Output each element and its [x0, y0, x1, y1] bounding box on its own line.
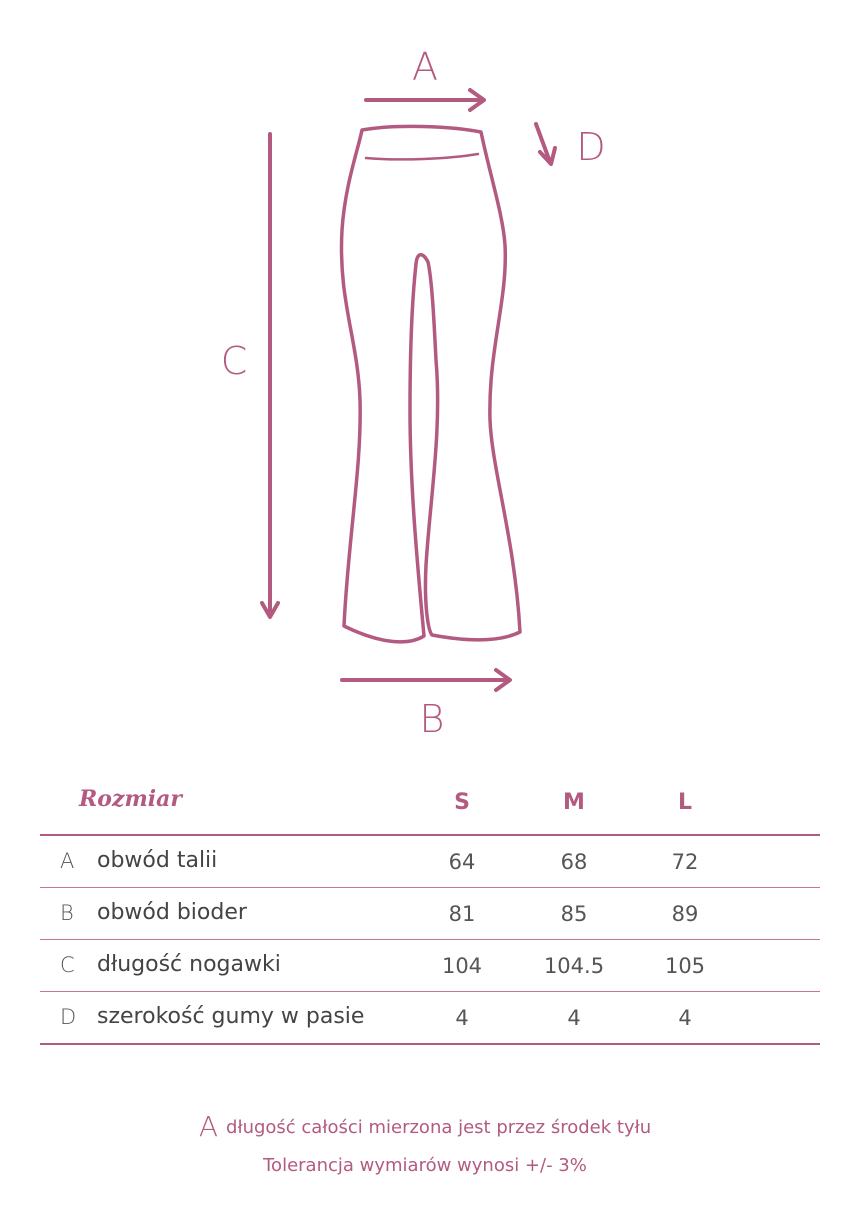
row-value-l: 4 — [678, 1006, 692, 1030]
label-c: C — [220, 339, 248, 383]
size-m-header: M — [563, 790, 585, 815]
table-title: Rozmiar — [79, 786, 182, 812]
row-value-m: 4 — [567, 1006, 581, 1030]
arrow-d — [536, 124, 555, 164]
row-value-m: 68 — [560, 850, 588, 874]
row-letter: A — [60, 849, 75, 873]
note-tolerance: Tolerancja wymiarów wynosi +/- 3% — [263, 1155, 587, 1176]
table-row-waist — [40, 836, 820, 888]
row-label: długość nogawki — [97, 952, 281, 977]
arrow-a — [366, 90, 484, 110]
row-value-l: 89 — [671, 902, 699, 926]
arrow-c — [262, 134, 278, 617]
row-letter: C — [60, 953, 75, 977]
arrow-b — [342, 670, 510, 690]
row-label: obwód talii — [97, 848, 218, 873]
row-value-m: 104.5 — [543, 954, 605, 978]
notes — [0, 1108, 850, 1185]
row-value-m: 85 — [560, 902, 588, 926]
note-letter: A — [198, 1110, 219, 1143]
row-letter: B — [60, 901, 74, 925]
pants-outline — [341, 126, 520, 641]
row-label: obwód bioder — [97, 900, 247, 925]
table-row-hips — [40, 888, 820, 940]
row-letter: D — [60, 1005, 77, 1029]
size-s-header: S — [454, 790, 470, 815]
label-d: D — [576, 125, 606, 169]
row-value-s: 104 — [441, 954, 483, 978]
table-row-waistband — [40, 992, 820, 1045]
table-header — [40, 778, 820, 836]
waistband-seam — [366, 154, 478, 159]
row-value-l: 105 — [664, 954, 706, 978]
label-a: A — [412, 45, 438, 89]
note-measurement — [0, 1108, 850, 1147]
row-value-s: 81 — [448, 902, 476, 926]
note-text: długość całości mierzona jest przez środek tyłu — [226, 1117, 652, 1138]
row-value-s: 4 — [455, 1006, 469, 1030]
size-table — [40, 778, 820, 1045]
label-b: B — [419, 697, 445, 741]
row-value-l: 72 — [671, 850, 699, 874]
table-row-leg-length — [40, 940, 820, 992]
size-l-header: L — [677, 790, 693, 815]
row-value-s: 64 — [448, 850, 476, 874]
row-label: szerokość gumy w pasie — [97, 1004, 365, 1029]
